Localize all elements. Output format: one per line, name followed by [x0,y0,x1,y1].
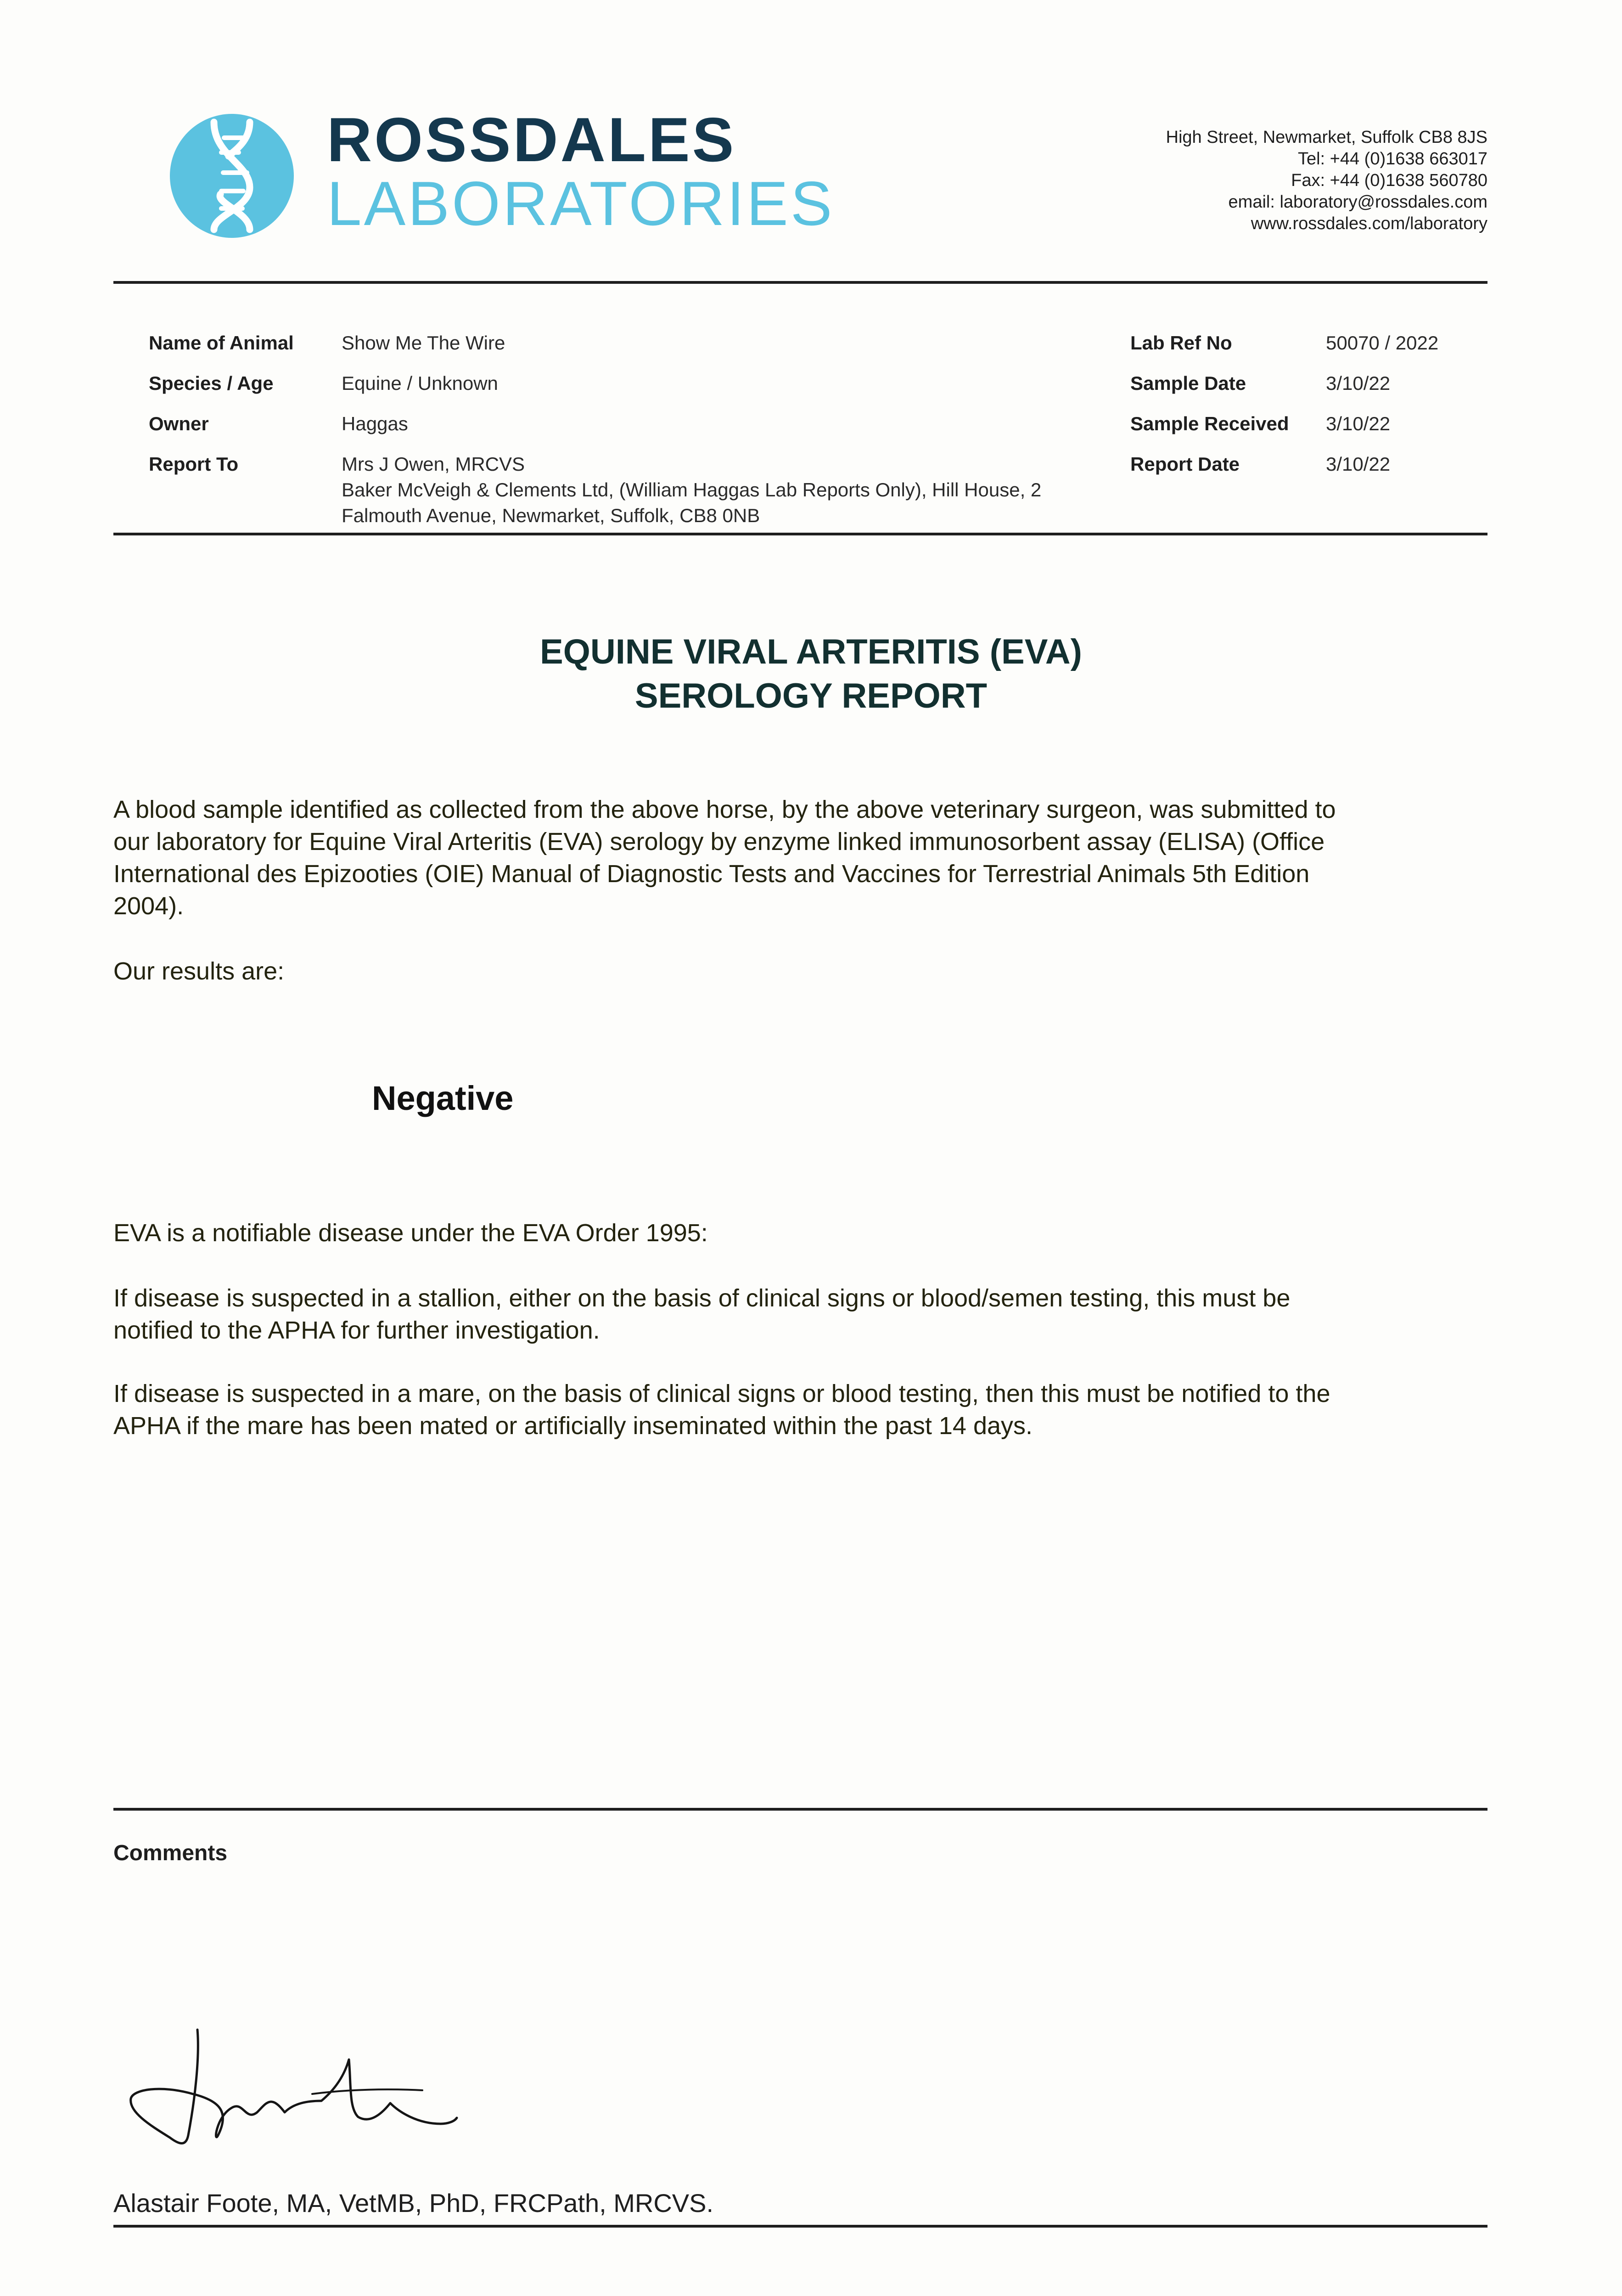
brand-name-primary: ROSSDALES [327,105,736,174]
brand-name-secondary: LABORATORIES [327,169,835,238]
sample-date-value: 3/10/22 [1326,372,1391,394]
intro-line-4: 2004). [113,892,184,920]
report-to-line-2: Baker McVeigh & Clements Ltd, (William Haggas Lab Reports Only), Hill House, 2 [342,479,1042,501]
report-to-line-3: Falmouth Avenue, Newmarket, Suffolk, CB8 0NB [342,505,760,526]
address-fax: Fax: +44 (0)1638 560780 [1291,171,1487,190]
stallion-paragraph [113,1282,1290,1346]
stallion-line-2: notified to the APHA for further investigation. [113,1317,600,1344]
mare-paragraph [113,1378,1330,1442]
lab-address-block [1166,127,1487,235]
address-email: email: laboratory@rossdales.com [1228,192,1487,212]
owner-label: Owner [149,413,209,434]
lab-ref-value: 50070 / 2022 [1326,332,1439,354]
dna-logo-icon [170,114,294,238]
mare-line-1: If disease is suspected in a mare, on the basis of clinical signs or blood testing, then this must be notified to the [113,1380,1330,1407]
test-result: Negative [372,1079,514,1117]
sample-received-value: 3/10/22 [1326,413,1391,434]
notifiable-statement: EVA is a notifiable disease under the EVA Order 1995: [113,1219,708,1247]
intro-line-3: International des Epizooties (OIE) Manual of Diagnostic Tests and Vaccines for Terrestrial Animals 5th Edition [113,860,1310,888]
results-intro: Our results are: [113,957,285,985]
intro-paragraph [113,793,1336,922]
footer-divider [113,2225,1487,2228]
sample-date-label: Sample Date [1130,372,1246,394]
intro-line-2: our laboratory for Equine Viral Arteritis (EVA) serology by enzyme linked immunosorbent assay (ELISA) (Office [113,828,1325,855]
address-website: www.rossdales.com/laboratory [1251,214,1487,233]
signature-image [119,2020,477,2158]
mare-line-2: APHA if the mare has been mated or artificially inseminated within the past 14 days. [113,1412,1033,1440]
address-tel: Tel: +44 (0)1638 663017 [1297,149,1487,169]
animal-name-label: Name of Animal [149,332,294,354]
report-to-line-1: Mrs J Owen, MRCVS [342,453,525,475]
report-date-value: 3/10/22 [1326,453,1391,475]
animal-name-value: Show Me The Wire [342,332,505,354]
intro-line-1: A blood sample identified as collected from the above horse, by the above veterinary surgeon, was submitted to [113,796,1336,823]
signatory-name: Alastair Foote, MA, VetMB, PhD, FRCPath, MRCVS. [113,2189,714,2217]
sample-received-label: Sample Received [1130,413,1289,434]
address-street: High Street, Newmarket, Suffolk CB8 8JS [1166,128,1487,147]
report-title-line-2: SEROLOGY REPORT [634,676,988,715]
species-age-label: Species / Age [149,372,274,394]
report-to-label: Report To [149,453,239,475]
report-date-label: Report Date [1130,453,1240,475]
owner-value: Haggas [342,413,408,434]
comments-divider [113,1808,1487,1811]
comments-label: Comments [113,1841,228,1865]
info-divider [113,533,1487,535]
report-title-line-1: EQUINE VIRAL ARTERITIS (EVA) [540,632,1082,671]
lab-ref-label: Lab Ref No [1130,332,1232,354]
species-age-value: Equine / Unknown [342,372,498,394]
header-divider [113,281,1487,284]
stallion-line-1: If disease is suspected in a stallion, either on the basis of clinical signs or blood/semen testing, this must be [113,1284,1291,1312]
